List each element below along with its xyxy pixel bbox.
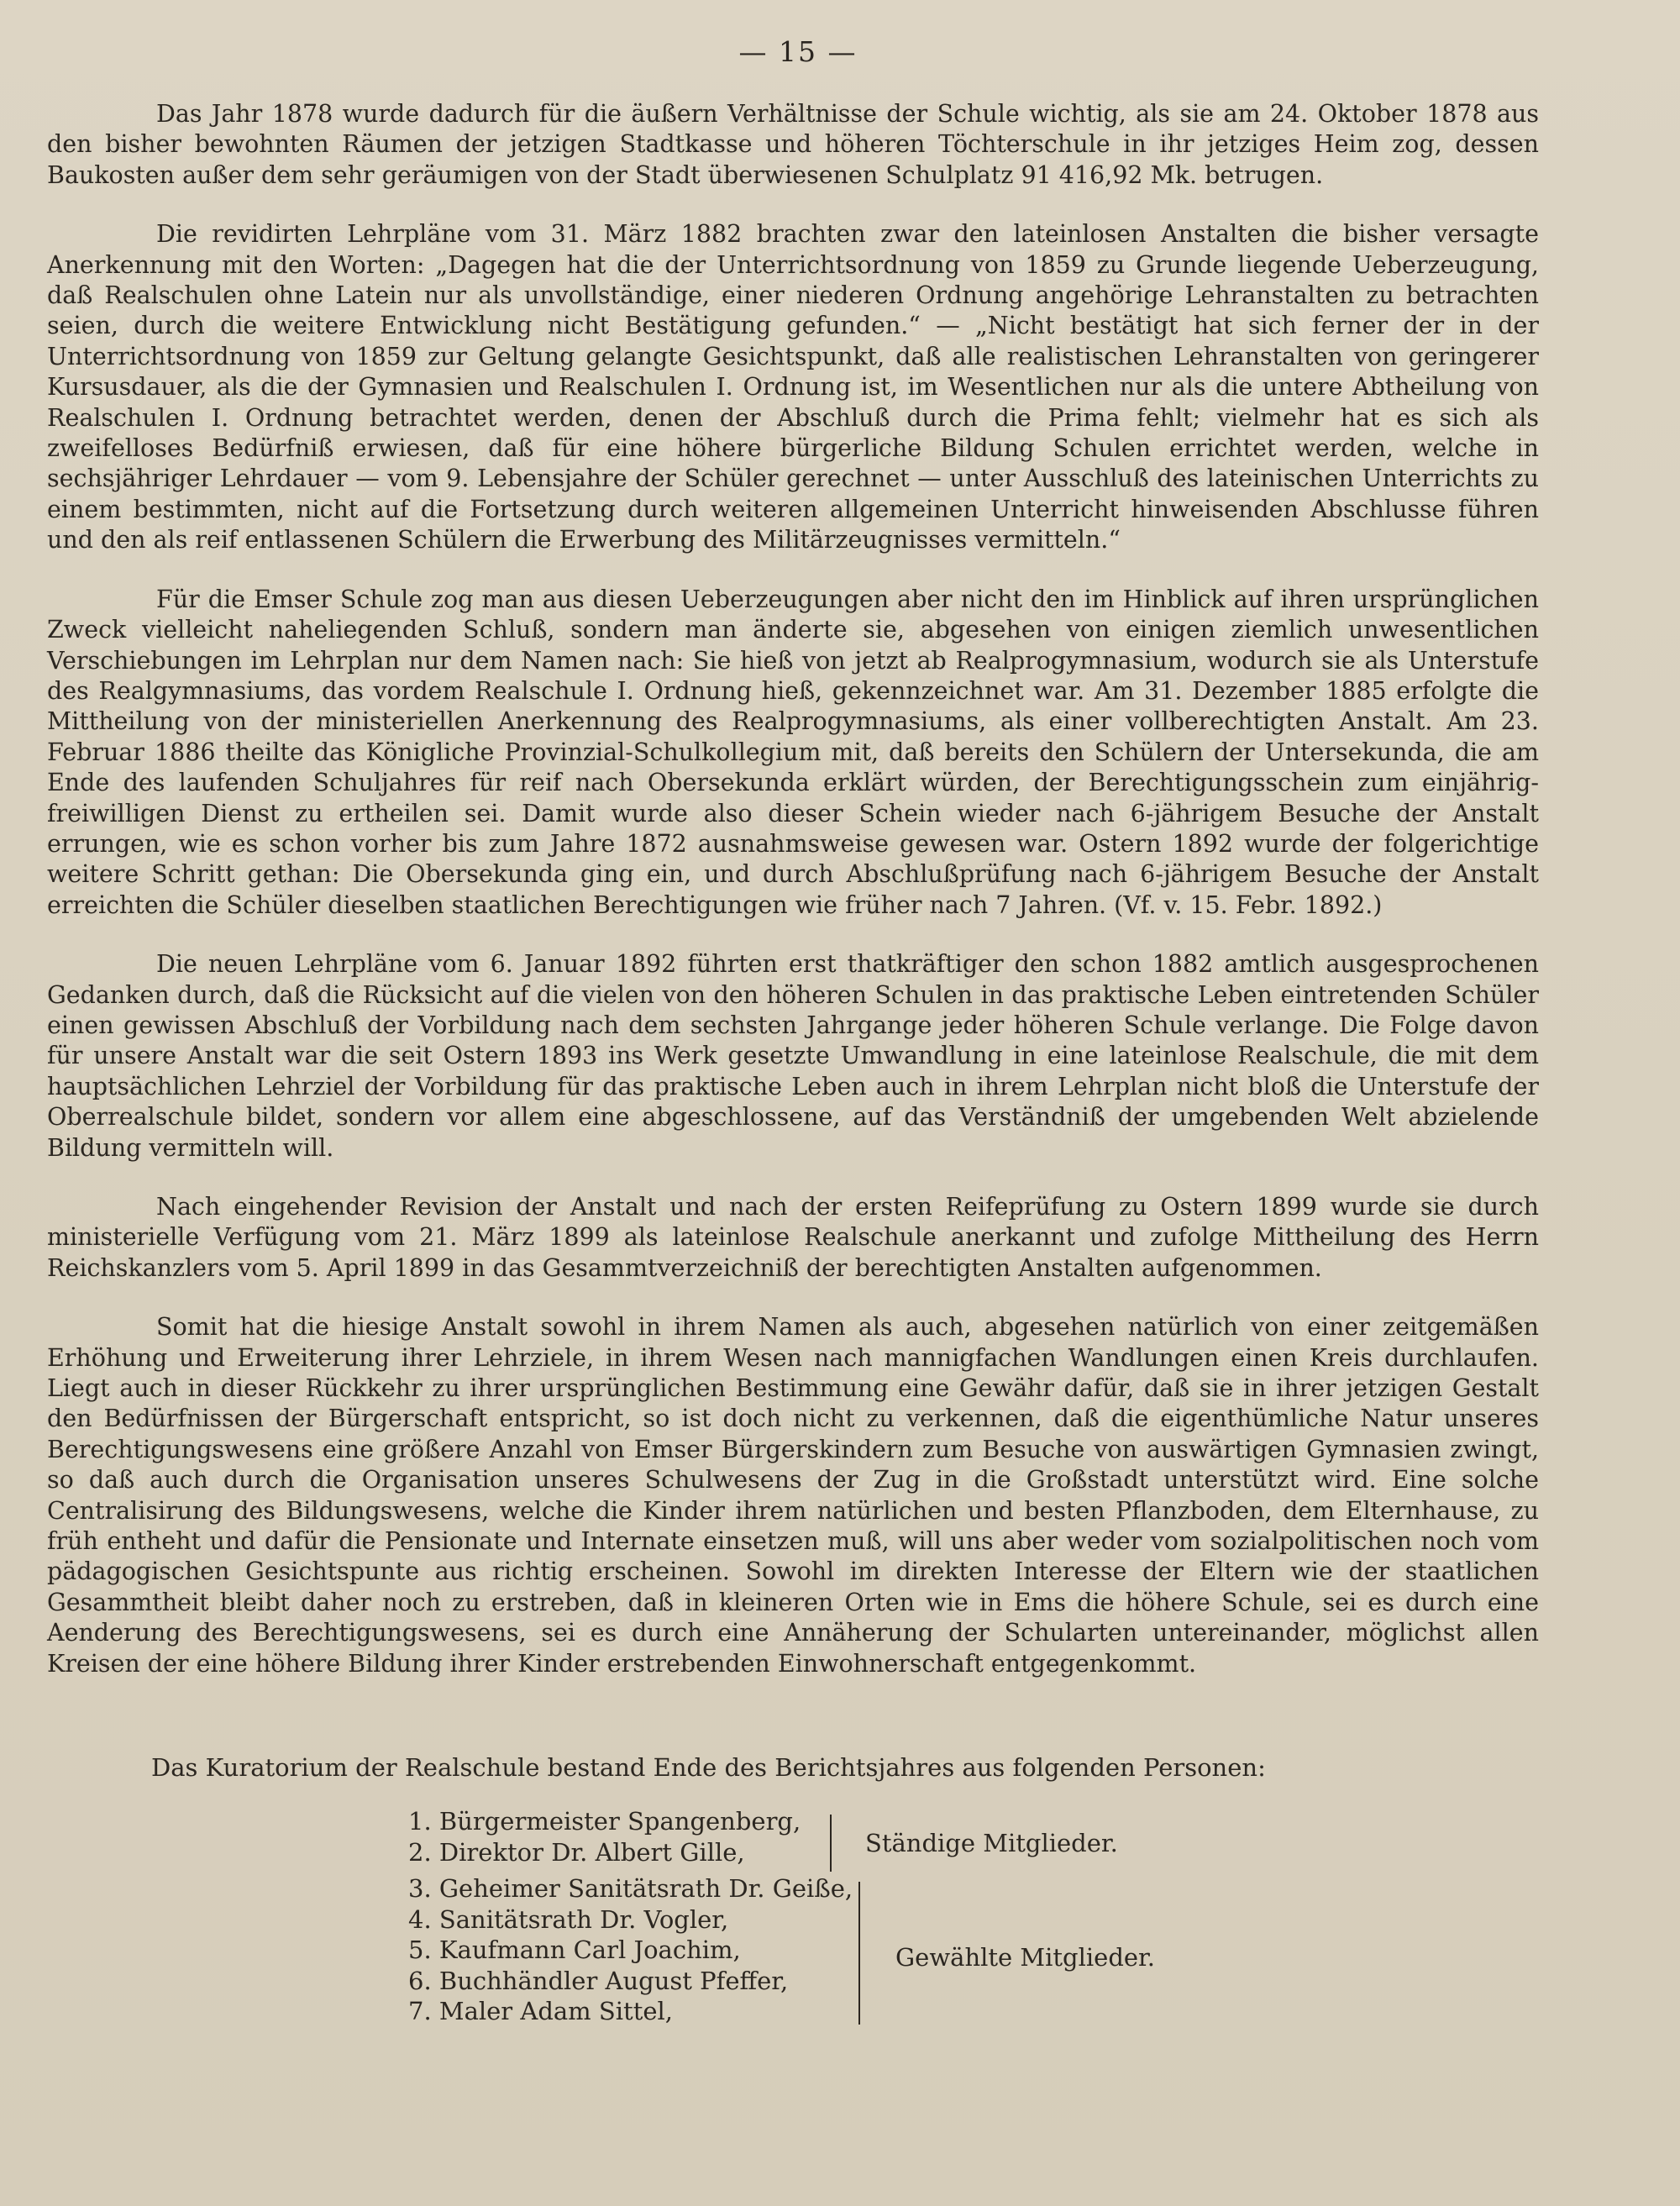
elected-members-list bbox=[408, 1873, 853, 2027]
page-number: — 15 — bbox=[738, 35, 858, 68]
paragraph: Die revidirten Lehrpläne vom 31. März 1882 brachten zwar den lateinlosen Anstalten die bisher versagte Anerkennung mit den Worten: „Dagegen hat die der Unterrichtsordnung von 1859 zu Grunde liegende Ueberzeugung, daß Realschulen ohne Latein nur als unvollständige, einer niederen Ordnung angehörige Lehranstalten zu betrachten seien, durch die weitere Entwicklung nicht Bestätigung gefunden.“ — „Nicht bestätigt hat sich ferner der in der Unterrichtsordnung von 1859 zur Geltung gelangte Gesichtspunkt, daß alle realistischen Lehranstalten von geringerer Kursusdauer, als die der Gymnasien und Realschulen I. Ordnung ist, im Wesentlichen nur als die untere Abtheilung von Realschulen I. Ordnung betrachtet werden, denen der Abschluß durch die Prima fehlt; vielmehr hat es sich als zweifelloses Bedürfniß erwiesen, daß für eine höhere bürgerliche Bildung Schulen errichtet werden, welche in sechsjähriger Lehrdauer — vom 9. Lebensjahre der Schüler gerechnet — unter Ausschluß des lateinischen Unterrichts zu einem bestimmten, nicht auf die Fortsetzung durch weiteren allgemeinen Unterricht hinweisenden Abschlusse führen und den als reif entlassenen Schülern die Erwerbung des Militärzeugnisses vermitteln.“ bbox=[47, 220, 1539, 554]
member-item: 1. Bürgermeister Spangenberg, bbox=[408, 1807, 801, 1836]
elected-label: Gewählte Mitglieder. bbox=[895, 1943, 1155, 1972]
member-item: 4. Sanitätsrath Dr. Vogler, bbox=[408, 1904, 729, 1934]
body-text bbox=[47, 99, 1539, 1708]
standing-members-list bbox=[408, 1806, 801, 1867]
member-item: 7. Maler Adam Sittel, bbox=[408, 1997, 674, 2026]
paragraph: Nach eingehender Revision der Anstalt und nach der ersten Reifeprüfung zu Ostern 1899 wurde sie durch ministerielle Verfügung vom 21. März 1899 als lateinlose Realschule anerkannt und zufolge Mittheilung des Herrn Reichskanzlers vom 5. April 1899 in das Gesammtverzeichniß der berechtigten Anstalten aufgenommen. bbox=[47, 1193, 1539, 1282]
brace-standing bbox=[830, 1815, 832, 1872]
member-item: 6. Buchhändler August Pfeffer, bbox=[408, 1966, 789, 1995]
member-item: 2. Direktor Dr. Albert Gille, bbox=[408, 1837, 745, 1867]
brace-elected bbox=[858, 1882, 860, 2025]
member-item: 5. Kaufmann Carl Joachim, bbox=[408, 1936, 741, 1965]
paragraph: Somit hat die hiesige Anstalt sowohl in ihrem Namen als auch, abgesehen natürlich von einer zeitgemäßen Erhöhung und Erweiterung ihrer Lehrziele, in ihrem Wesen nach mannigfachen Wandlungen einen Kreis durchlaufen. Liegt auch in dieser Rückkehr zu ihrer ursprünglichen Bestimmung eine Gewähr dafür, daß sie in ihrer jetzigen Gestalt den Bedürfnissen der Bürgerschaft entspricht, so ist doch nicht zu verkennen, daß die eigenthümliche Natur unseres Berechtigungswesens eine größere Anzahl von Emser Bürgerskindern zum Besuche von auswärtigen Gymnasien zwingt, so daß auch durch die Organisation unseres Schulwesens der Zug in die Großstadt unterstützt wird. Eine solche Centralisirung des Bildungswesens, welche die Kinder ihrem natürlichen und besten Pflanzboden, dem Elternhause, zu früh entheht und dafür die Pensionate und Internate einsetzen muß, will uns aber weder vom sozialpolitischen noch vom pädagogischen Gesichtspunte aus richtig erscheinen. Sowohl im direkten Interesse der Eltern wie der staatlichen Gesammtheit bleibt daher noch zu erstreben, daß in kleineren Orten wie in Ems die höhere Schule, sei es durch eine Aenderung des Berechtigungswesens, sei es durch eine Annäherung der Schularten untereinander, möglichst allen Kreisen der eine höhere Bildung ihrer Kinder erstrebenden Einwohnerschaft entgegenkommt. bbox=[47, 1313, 1539, 1678]
kuratorium-intro: Das Kuratorium der Realschule bestand Ende des Berichtsjahres aus folgenden Personen: bbox=[151, 1753, 1266, 1782]
paragraph: Für die Emser Schule zog man aus diesen Ueberzeugungen aber nicht den im Hinblick auf ihren ursprünglichen Zweck vielleicht naheliegenden Schluß, sondern man änderte sie, abgesehen von einigen ziemlich unwesentlichen Verschiebungen im Lehrplan nur dem Namen nach: Sie hieß von jetzt ab Realprogymnasium, wodurch sie als Unterstufe des Realgymnasiums, das vordem Realschule I. Ordnung hieß, gekennzeichnet war. Am 31. Dezember 1885 erfolgte die Mittheilung von der ministeriellen Anerkennung des Realprogymnasiums, als einer vollberechtigten Anstalt. Am 23. Februar 1886 theilte das Königliche Provinzial-Schulkollegium mit, daß bereits den Schülern der Untersekunda, die am Ende des laufenden Schuljahres für reif nach Obersekunda erklärt würden, der Berechtigungsschein zum einjährig-freiwilligen Dienst zu ertheilen sei. Damit wurde also dieser Schein wieder nach 6-jährigem Besuche der Anstalt errungen, wie es schon vorher bis zum Jahre 1872 ausnahmsweise gewesen war. Ostern 1892 wurde der folgerichtige weitere Schritt gethan: Die Obersekunda ging ein, und durch Abschlußprüfung nach 6-jährigem Besuche der Anstalt erreichten die Schüler dieselben staatlichen Berechtigungen wie früher nach 7 Jahren. (Vf. v. 15. Febr. 1892.) bbox=[47, 585, 1539, 919]
paragraph: Die neuen Lehrpläne vom 6. Januar 1892 führten erst thatkräftiger den schon 1882 amtlich ausgesprochenen Gedanken durch, daß die Rücksicht auf die vielen von den höheren Schulen in das praktische Leben eintretenden Schüler einen gewissen Abschluß der Vorbildung nach dem sechsten Jahrgange jeder höheren Schule verlange. Die Folge davon für unsere Anstalt war die seit Ostern 1893 ins Werk gesetzte Umwandlung in eine lateinlose Realschule, die mit dem hauptsächlichen Lehrziel der Vorbildung für das praktische Leben auch in ihrem Lehrplan nicht bloß die Unterstufe der Oberrealschule bildet, sondern vor allem eine abgeschlossene, auf das Verständniß der umgebenden Welt abzielende Bildung vermitteln will. bbox=[47, 950, 1539, 1162]
member-item: 3. Geheimer Sanitätsrath Dr. Geiße, bbox=[408, 1874, 853, 1903]
paragraph: Das Jahr 1878 wurde dadurch für die äußern Verhältnisse der Schule wichtig, als sie am 24. Oktober 1878 aus den bisher bewohnten Räumen der jetzigen Stadtkasse und höheren Töchterschule in ihr jetziges Heim zog, dessen Baukosten außer dem sehr geräumigen von der Stadt überwiesenen Schulplatz 91 416,92 Mk. betrugen. bbox=[47, 100, 1539, 189]
standing-label: Ständige Mitglieder. bbox=[865, 1829, 1118, 1857]
